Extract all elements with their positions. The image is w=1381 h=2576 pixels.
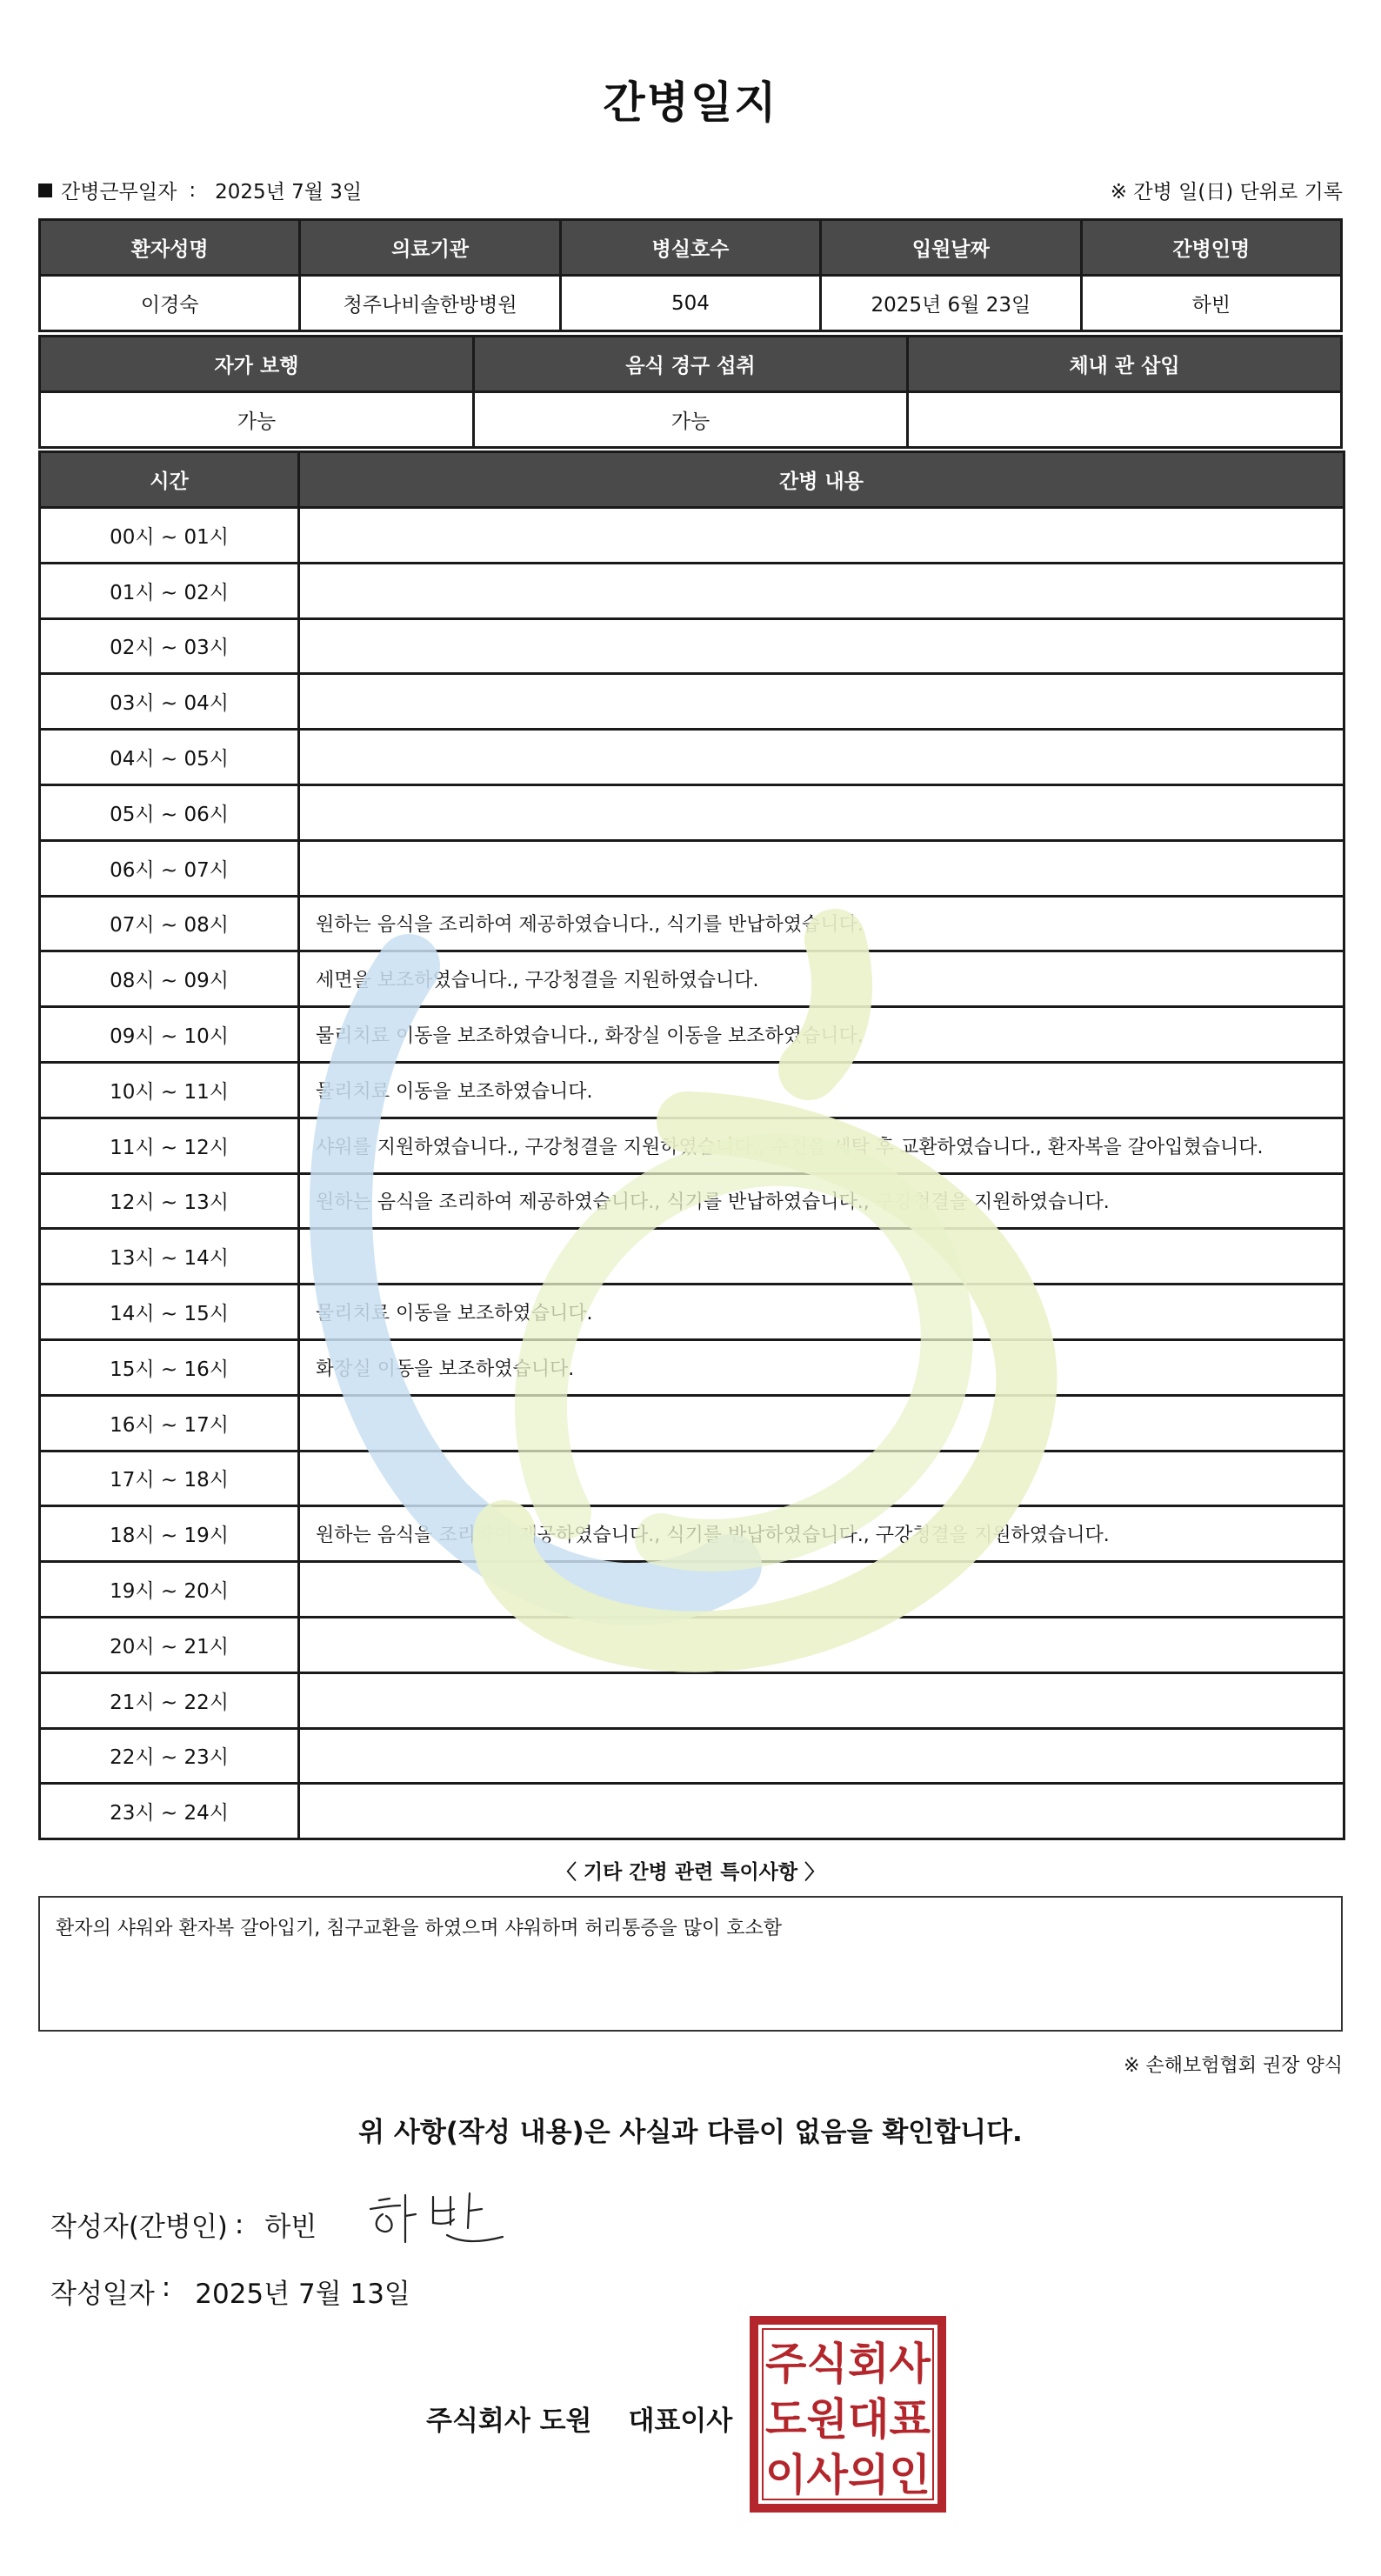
log-time-cell: 17시 ~ 18시	[40, 1451, 299, 1506]
log-header-row	[40, 452, 1344, 508]
table-row	[40, 1451, 1344, 1506]
care-log-table	[38, 450, 1345, 1840]
log-content-cell	[299, 563, 1344, 618]
table-row	[40, 508, 1344, 564]
log-time-cell: 12시 ~ 13시	[40, 1173, 299, 1229]
log-content-cell: 물리치료 이동을 보조하였습니다., 화장실 이동을 보조하였습니다.	[299, 1007, 1344, 1063]
table-row	[40, 563, 1344, 618]
company-title: 대표이사	[628, 2406, 733, 2437]
log-content-cell: 물리치료 이동을 보조하였습니다.	[299, 1062, 1344, 1118]
remarks-text: 환자의 샤워와 환자복 갈아입기, 침구교환을 하였으며 샤워하며 허리통증을 많이 호소함	[56, 1918, 783, 1939]
handwritten-signature	[364, 2185, 511, 2254]
log-time-cell: 11시 ~ 12시	[40, 1118, 299, 1173]
company-name: 주식회사 도원	[426, 2406, 592, 2437]
table-row	[40, 1173, 1344, 1229]
patient-status-table	[38, 335, 1343, 449]
room-number: 504	[560, 276, 820, 331]
table-row	[40, 1672, 1344, 1728]
table-row	[40, 1007, 1344, 1063]
table-row	[40, 1784, 1344, 1839]
status-header-oral-intake: 음식 경구 섭취	[474, 337, 908, 392]
log-content-cell	[299, 1395, 1344, 1451]
written-date-line	[50, 2272, 410, 2311]
table-row	[40, 618, 1344, 674]
form-note: ※ 손해보험협회 권장 양식	[1124, 2055, 1343, 2077]
bullet-square-icon	[38, 184, 52, 197]
table-row	[40, 1285, 1344, 1340]
log-time-cell: 18시 ~ 19시	[40, 1506, 299, 1562]
log-time-cell: 16시 ~ 17시	[40, 1395, 299, 1451]
log-content-cell: 원하는 음식을 조리하여 제공하였습니다., 식기를 반납하였습니다.	[299, 896, 1344, 951]
unit-note: ※ 간병 일(日) 단위로 기록	[1110, 181, 1343, 204]
log-content-cell	[299, 1672, 1344, 1728]
work-date-colon: :	[189, 178, 197, 202]
status-oral-intake: 가능	[474, 392, 908, 448]
date-value: 2025년 7월 13일	[195, 2279, 410, 2310]
info-header-caregiver: 간병인명	[1081, 220, 1341, 276]
confirmation-statement: 위 사항(작성 내용)은 사실과 다름이 없음을 확인합니다.	[358, 2117, 1023, 2148]
log-time-cell: 05시 ~ 06시	[40, 784, 299, 840]
log-header-content: 간병 내용	[299, 452, 1344, 508]
table-row	[40, 896, 1344, 951]
remarks-title: 〈 기타 간병 관련 특이사항 〉	[556, 1861, 825, 1884]
log-time-cell: 08시 ~ 09시	[40, 951, 299, 1007]
table-row	[40, 674, 1344, 730]
seal-line-2: 도원대표	[765, 2394, 931, 2445]
page-title: 간병일지	[603, 77, 778, 128]
log-time-cell: 20시 ~ 21시	[40, 1617, 299, 1672]
info-header-patient-name: 환자성명	[40, 220, 300, 276]
table-row	[40, 784, 1344, 840]
log-time-cell: 01시 ~ 02시	[40, 563, 299, 618]
company-seal-stamp	[750, 2316, 946, 2513]
log-content-cell	[299, 618, 1344, 674]
seal-text	[765, 2339, 931, 2500]
log-time-cell: 13시 ~ 14시	[40, 1229, 299, 1285]
table-row	[40, 1229, 1344, 1285]
writer-line	[50, 2205, 317, 2244]
log-time-cell: 21시 ~ 22시	[40, 1672, 299, 1728]
log-content-cell: 샤워를 지원하였습니다., 구강청결을 지원하였습니다., 수건을 세탁 후 교환하였습니다., 환자복을 갈아입혔습니다.	[299, 1118, 1344, 1173]
work-date-label: 간병근무일자	[61, 181, 177, 204]
seal-line-1: 주식회사	[765, 2339, 931, 2389]
date-label: 작성일자	[50, 2279, 155, 2310]
writer-colon: :	[234, 2208, 244, 2240]
info-header-hospital: 의료기관	[300, 220, 560, 276]
log-content-cell: 화장실 이동을 보조하였습니다.	[299, 1339, 1344, 1395]
log-time-cell: 19시 ~ 20시	[40, 1562, 299, 1618]
log-time-cell: 15시 ~ 16시	[40, 1339, 299, 1395]
table-row	[40, 1506, 1344, 1562]
log-time-cell: 06시 ~ 07시	[40, 840, 299, 896]
admission-date: 2025년 6월 23일	[821, 276, 1081, 331]
log-content-cell	[299, 674, 1344, 730]
log-header-time: 시간	[40, 452, 299, 508]
table-row	[40, 1728, 1344, 1784]
log-content-cell: 원하는 음식을 조리하여 제공하였습니다., 식기를 반납하였습니다., 구강청결을 지원하였습니다.	[299, 1173, 1344, 1229]
status-header-row	[40, 337, 1342, 392]
log-content-cell	[299, 508, 1344, 564]
log-content-cell	[299, 1451, 1344, 1506]
log-time-cell: 03시 ~ 04시	[40, 674, 299, 730]
table-row	[40, 1062, 1344, 1118]
table-row	[40, 1339, 1344, 1395]
table-row	[40, 951, 1344, 1007]
company-line	[426, 2399, 732, 2438]
info-header-room: 병실호수	[560, 220, 820, 276]
work-date	[38, 176, 362, 204]
status-header-tube: 체내 관 삽입	[908, 337, 1342, 392]
table-row	[40, 730, 1344, 785]
table-row	[40, 1395, 1344, 1451]
caregiver-name: 하빈	[1081, 276, 1341, 331]
info-header-row	[40, 220, 1342, 276]
status-value-row	[40, 392, 1342, 448]
hospital-name: 청주나비솔한방병원	[300, 276, 560, 331]
log-time-cell: 23시 ~ 24시	[40, 1784, 299, 1839]
log-time-cell: 07시 ~ 08시	[40, 896, 299, 951]
log-content-cell	[299, 784, 1344, 840]
log-content-cell	[299, 1617, 1344, 1672]
date-colon: :	[161, 2272, 171, 2303]
log-body	[40, 508, 1344, 1839]
log-time-cell: 09시 ~ 10시	[40, 1007, 299, 1063]
status-walking: 가능	[40, 392, 474, 448]
log-content-cell	[299, 1784, 1344, 1839]
log-time-cell: 22시 ~ 23시	[40, 1728, 299, 1784]
log-content-cell	[299, 840, 1344, 896]
status-tube	[908, 392, 1342, 448]
status-header-walking: 자가 보행	[40, 337, 474, 392]
table-row	[40, 1617, 1344, 1672]
info-header-admission-date: 입원날짜	[821, 220, 1081, 276]
log-content-cell: 원하는 음식을 조리하여 제공하였습니다., 식기를 반납하였습니다., 구강청결을 지원하였습니다.	[299, 1506, 1344, 1562]
log-content-cell	[299, 730, 1344, 785]
log-content-cell	[299, 1728, 1344, 1784]
log-time-cell: 10시 ~ 11시	[40, 1062, 299, 1118]
patient-name: 이경숙	[40, 276, 300, 331]
log-content-cell	[299, 1229, 1344, 1285]
info-value-row	[40, 276, 1342, 331]
log-content-cell: 세면을 보조하였습니다., 구강청결을 지원하였습니다.	[299, 951, 1344, 1007]
seal-line-3: 이사의인	[765, 2450, 931, 2500]
table-row	[40, 1118, 1344, 1173]
table-row	[40, 840, 1344, 896]
log-content-cell	[299, 1562, 1344, 1618]
log-time-cell: 14시 ~ 15시	[40, 1285, 299, 1340]
log-content-cell: 물리치료 이동을 보조하였습니다.	[299, 1285, 1344, 1340]
remarks-box	[38, 1896, 1343, 2032]
log-time-cell: 04시 ~ 05시	[40, 730, 299, 785]
writer-label: 작성자(간병인)	[50, 2212, 228, 2243]
log-time-cell: 02시 ~ 03시	[40, 618, 299, 674]
patient-info-table	[38, 218, 1343, 332]
work-date-value: 2025년 7월 3일	[215, 181, 363, 204]
log-time-cell: 00시 ~ 01시	[40, 508, 299, 564]
table-row	[40, 1562, 1344, 1618]
writer-name: 하빈	[264, 2212, 317, 2243]
